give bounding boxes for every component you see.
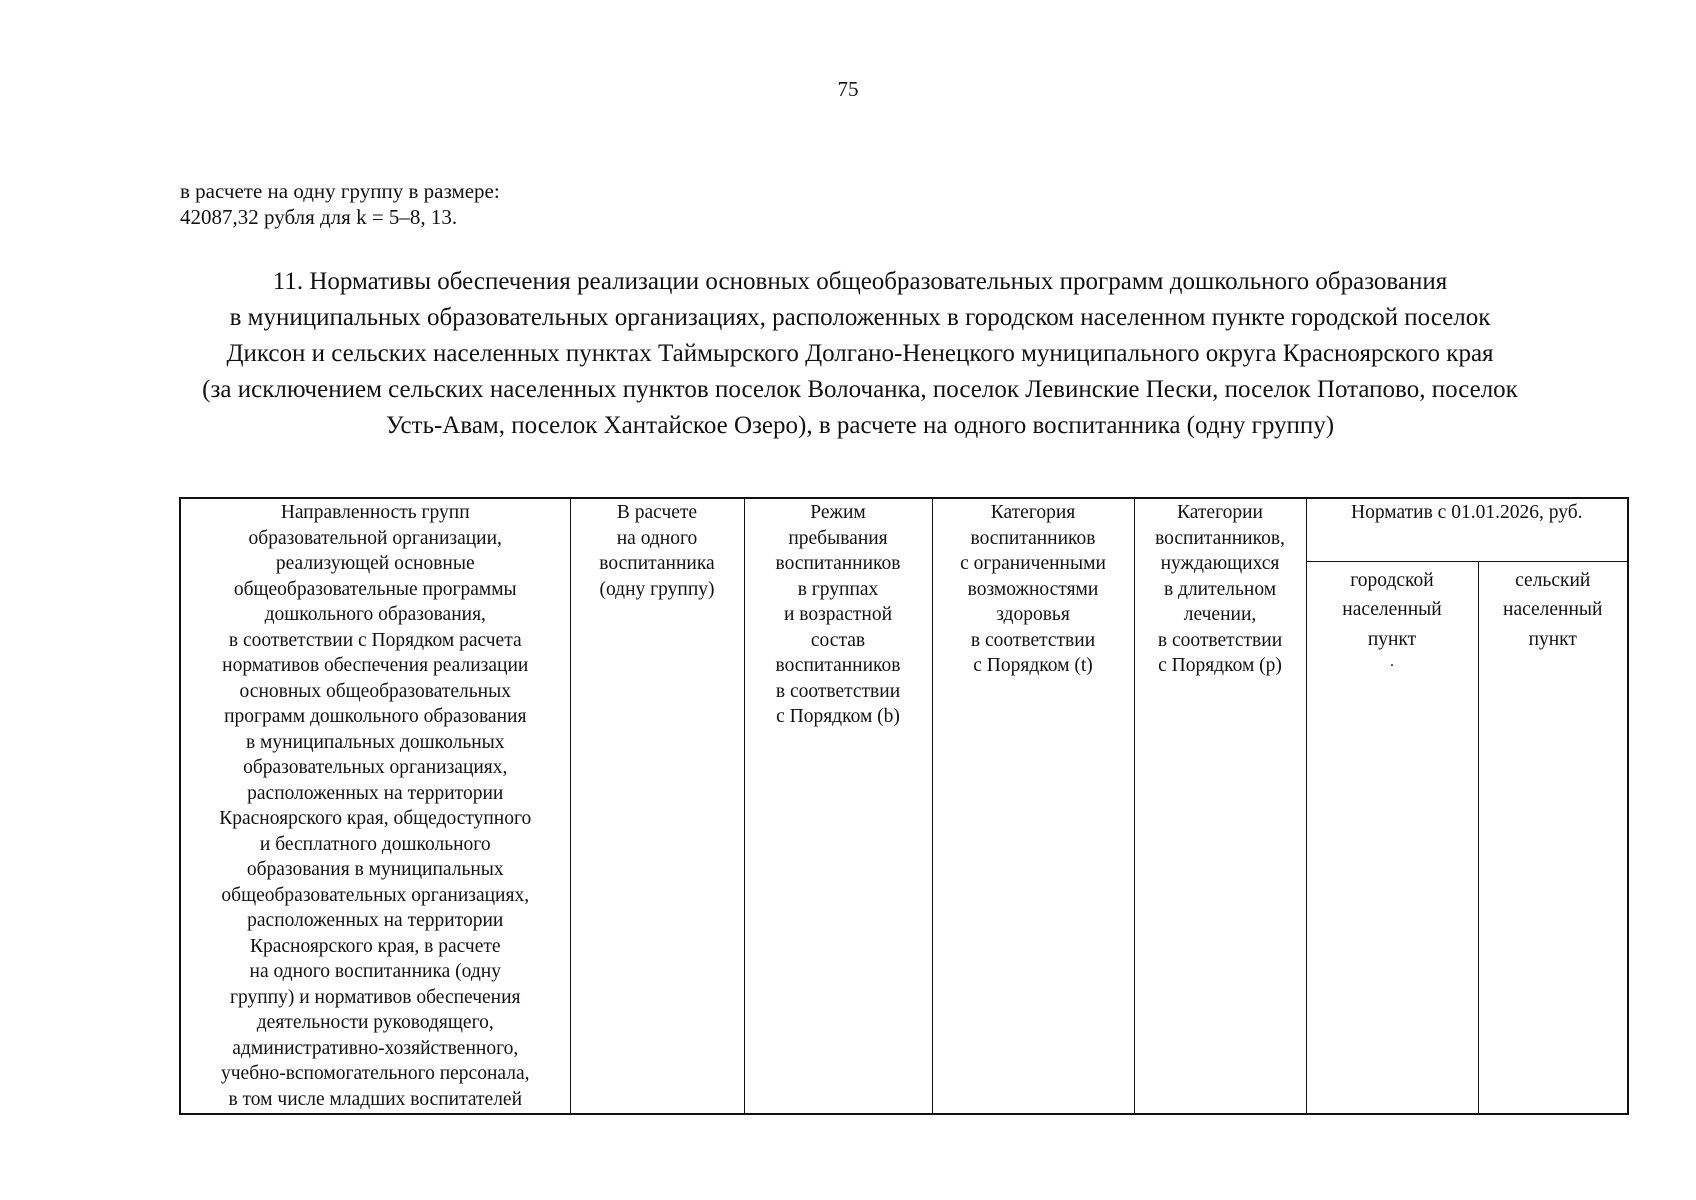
subcolumn-header-rural <box>1478 561 1628 1114</box>
header-line: населенный <box>1342 599 1442 620</box>
page-number: 75 <box>837 77 859 101</box>
heading-line: 11. Нормативы обеспечения реализации основных общеобразовательных программ дошкольного образования <box>272 268 1448 295</box>
header-line: пребывания <box>788 527 888 549</box>
column-header-text <box>185 499 566 1112</box>
intro-line: 42087,32 рубля для k = 5–8, 13. <box>180 205 458 229</box>
header-line: возможностями <box>967 578 1099 600</box>
header-line: реализующей основные <box>275 553 475 574</box>
header-line: воспитанников <box>775 655 901 676</box>
header-line: в муниципальных дошкольных <box>245 731 505 753</box>
header-line: на одного воспитанника (одну <box>249 961 501 982</box>
header-line: в соответствии с Порядком расчета <box>228 629 522 651</box>
header-line: сельский <box>1515 569 1591 591</box>
header-line: расположенных на территории <box>247 910 504 931</box>
column-header-text <box>1139 499 1302 679</box>
header-line: общеобразовательных организациях, <box>221 884 530 906</box>
intro-line: в расчете на одну группу в размере: <box>180 179 500 203</box>
header-line: Режим <box>810 502 866 523</box>
column-header-norm <box>1306 498 1628 561</box>
header-line: воспитанников <box>775 553 901 574</box>
header-line: воспитанника <box>599 553 715 574</box>
subcolumn-header-urban <box>1306 561 1478 1114</box>
header-line: группу) и нормативов обеспечения <box>229 986 521 1008</box>
heading-line: Усть-Авам, поселок Хантайское Озеро), в расчете на одного воспитанника (одну группу) <box>385 412 1335 439</box>
header-line: общеобразовательные программы <box>233 578 517 600</box>
header-line: здоровья <box>996 604 1070 625</box>
header-line: основных общеобразовательных <box>239 680 511 702</box>
column-header-text <box>937 499 1130 679</box>
header-line: городской <box>1350 569 1434 591</box>
column-header-long-treatment-category <box>1134 498 1306 1114</box>
header-line: Категория <box>990 502 1076 523</box>
header-line: состав <box>810 629 866 651</box>
header-line: на одного <box>616 527 698 549</box>
subcolumn-header-text <box>1311 562 1474 655</box>
header-line: (одну группу) <box>599 578 715 600</box>
heading-line: в муниципальных образовательных организациях, расположенных в городском населенном пункте городской поселок <box>229 304 1491 331</box>
header-line: Категории <box>1177 502 1263 523</box>
header-line: в длительном <box>1163 578 1277 600</box>
header-line: в группах <box>797 578 879 600</box>
header-line: Красноярского края, в расчете <box>249 935 501 957</box>
header-line: нуждающихся <box>1160 553 1280 574</box>
header-line: и возрастной <box>783 604 893 625</box>
column-header-group-focus <box>180 498 570 1114</box>
stray-mark: . <box>1390 653 1394 670</box>
heading-line: Диксон и сельских населенных пунктах Таймырского Долгано-Ненецкого муниципального округа Красноярского края <box>226 340 1494 367</box>
column-header-per-pupil <box>570 498 744 1114</box>
header-line: с Порядком (p) <box>1158 655 1282 676</box>
header-line: Красноярского края, общедоступного <box>219 808 532 829</box>
header-line: с Порядком (b) <box>776 706 900 727</box>
header-line: с Порядком (t) <box>973 655 1093 676</box>
norms-table <box>179 497 1629 1115</box>
column-header-text <box>749 499 928 730</box>
header-line: и бесплатного дошкольного <box>259 833 491 855</box>
header-line: в том числе младших воспитателей <box>228 1088 523 1110</box>
header-line: в соответствии <box>775 680 901 702</box>
column-header-stay-mode <box>744 498 932 1114</box>
header-line: нормативов обеспечения реализации <box>222 655 529 676</box>
header-line: воспитанников, <box>1155 527 1285 549</box>
header-line: административно-хозяйственного, <box>232 1037 519 1059</box>
column-header-disabled-category <box>932 498 1134 1114</box>
header-line: пункт <box>1528 628 1577 650</box>
header-line: программ дошкольного образования <box>224 706 527 727</box>
header-line: воспитанников <box>970 527 1096 549</box>
header-line: в соответствии <box>970 629 1096 651</box>
header-line: образовательных организациях, <box>243 757 508 778</box>
header-line: населенный <box>1503 599 1603 620</box>
section-heading <box>140 264 1580 444</box>
header-line: с ограниченными <box>960 553 1106 574</box>
header-line: В расчете <box>616 502 698 523</box>
header-line: учебно-вспомогательного персонала, <box>220 1063 530 1084</box>
subcolumn-header-text <box>1483 562 1624 655</box>
column-header-text <box>575 499 740 602</box>
header-line: расположенных на территории <box>247 782 504 804</box>
header-line: образования в муниципальных <box>246 859 504 880</box>
intro-text <box>180 178 500 230</box>
header-line: Направленность групп <box>280 502 470 523</box>
header-line: образовательной организации, <box>248 527 502 549</box>
norm-header-text: Норматив с 01.01.2026, руб. <box>1351 502 1583 523</box>
header-line: в соответствии <box>1157 629 1283 651</box>
header-line: пункт <box>1367 628 1417 650</box>
header-line: лечении, <box>1183 604 1257 625</box>
header-line: деятельности руководящего, <box>256 1012 494 1033</box>
header-line: дошкольного образования, <box>264 604 486 625</box>
heading-line: (за исключением сельских населенных пунктов поселок Волочанка, поселок Левинские Пески, поселок Потапово, поселок <box>202 376 1518 403</box>
